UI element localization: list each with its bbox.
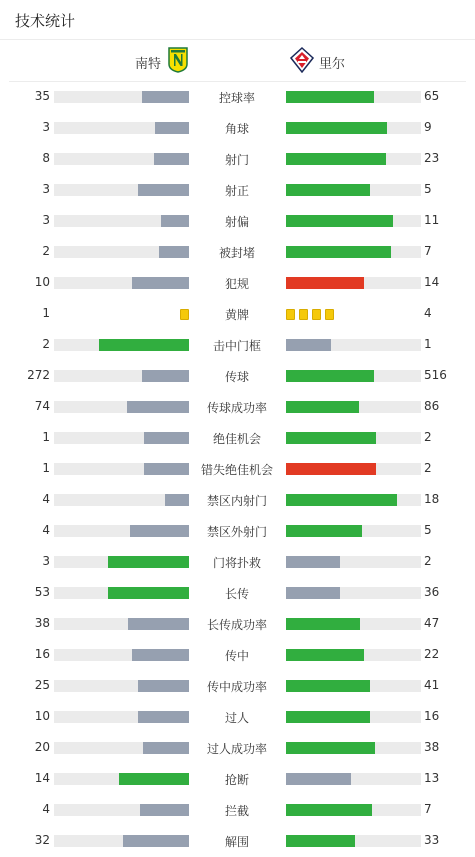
away-stat-bar-fill	[286, 277, 364, 289]
home-stat-bar-fill	[138, 680, 189, 692]
home-stat-bar-track	[54, 91, 189, 103]
away-stat-value: 41	[424, 678, 440, 692]
away-stat-bar-fill	[286, 835, 355, 847]
stat-row	[0, 454, 475, 485]
away-stat-bar-fill	[286, 587, 340, 599]
away-stat-bar-fill	[286, 153, 386, 165]
stat-row	[0, 578, 475, 609]
away-stat-bar-track	[286, 184, 421, 196]
away-stat-bar-fill	[286, 246, 391, 258]
home-stat-bar-track	[54, 246, 189, 258]
stat-label: 过人成功率	[206, 742, 267, 756]
away-stat-value: 516	[424, 368, 447, 382]
home-stat-bar-fill	[144, 463, 189, 475]
stat-row	[0, 82, 475, 113]
stat-label: 拦截	[224, 804, 249, 818]
home-stat-bar-fill	[159, 246, 189, 258]
stat-row	[0, 485, 475, 516]
home-stat-bar-track	[54, 153, 189, 165]
away-stat-value: 5	[424, 523, 432, 537]
away-stat-bar-fill	[286, 742, 375, 754]
away-stat-bar-track	[286, 618, 421, 630]
home-stat-bar-fill	[123, 835, 189, 847]
away-stat-bar-track	[286, 122, 421, 134]
home-stat-bar-track	[54, 339, 189, 351]
yellow-card-icon	[180, 309, 189, 320]
away-stat-value: 14	[424, 275, 440, 289]
home-stat-value: 10	[34, 275, 50, 289]
home-stat-value: 8	[42, 151, 50, 165]
away-stat-bar-track	[286, 432, 421, 444]
home-stat-bar-fill	[140, 804, 189, 816]
home-stat-value: 1	[42, 306, 50, 320]
away-stat-value: 1	[424, 337, 432, 351]
home-stat-value: 1	[42, 461, 50, 475]
stat-row	[0, 640, 475, 671]
stat-row	[0, 175, 475, 206]
home-stat-bar-track	[54, 370, 189, 382]
away-stat-bar-fill	[286, 91, 374, 103]
home-stat-bar-fill	[128, 618, 189, 630]
home-stat-bar-fill	[161, 215, 189, 227]
stat-label: 解围	[224, 835, 249, 849]
stat-label: 抢断	[224, 773, 249, 787]
stat-label: 传球成功率	[206, 401, 267, 415]
home-stat-value: 38	[34, 616, 50, 630]
stat-row	[0, 733, 475, 764]
home-stat-bar-track	[54, 711, 189, 723]
stat-label: 传中	[224, 649, 249, 663]
home-stat-bar-track	[54, 680, 189, 692]
home-stat-bar-track	[54, 804, 189, 816]
away-stat-bar-fill	[286, 432, 376, 444]
away-stat-bar-fill	[286, 370, 374, 382]
stat-label: 射正	[224, 184, 249, 198]
away-stat-value: 47	[424, 616, 440, 630]
home-stat-bar-track	[54, 649, 189, 661]
away-stat-value: 22	[424, 647, 440, 661]
away-stat-bar-track	[286, 835, 421, 847]
home-stat-bar-track	[54, 494, 189, 506]
away-stat-value: 9	[424, 120, 432, 134]
away-stat-value: 7	[424, 244, 432, 258]
yellow-card-icon	[312, 309, 321, 320]
stat-row	[0, 392, 475, 423]
away-stat-value: 2	[424, 430, 432, 444]
away-stat-bar-fill	[286, 215, 393, 227]
home-yellow-cards	[180, 309, 189, 320]
stat-label: 禁区外射门	[206, 525, 267, 539]
stat-row	[0, 609, 475, 640]
stat-label: 长传	[224, 587, 249, 601]
stat-row	[0, 547, 475, 578]
home-stat-bar-track	[54, 556, 189, 568]
stat-label: 射门	[224, 153, 249, 167]
away-stat-bar-track	[286, 742, 421, 754]
home-stat-bar-fill	[108, 587, 189, 599]
away-stat-value: 23	[424, 151, 440, 165]
home-stat-bar-track	[54, 525, 189, 537]
home-stat-value: 4	[42, 523, 50, 537]
away-stat-value: 11	[424, 213, 440, 227]
away-stat-bar-track	[286, 215, 421, 227]
stat-label: 击中门框	[212, 339, 261, 353]
away-stat-value: 13	[424, 771, 440, 785]
home-stat-value: 2	[42, 244, 50, 258]
away-stat-bar-track	[286, 525, 421, 537]
stat-row	[0, 795, 475, 826]
yellow-card-icon	[325, 309, 334, 320]
home-stat-value: 1	[42, 430, 50, 444]
home-stat-bar-fill	[108, 556, 189, 568]
home-stat-bar-fill	[142, 91, 189, 103]
stat-label: 被封堵	[218, 246, 255, 260]
home-stat-value: 272	[27, 368, 50, 382]
home-stat-value: 3	[42, 213, 50, 227]
home-stat-bar-track	[54, 835, 189, 847]
away-stat-bar-track	[286, 277, 421, 289]
stat-label: 黄牌	[224, 308, 249, 322]
stat-label: 传中成功率	[206, 680, 267, 694]
nantes-crest-icon[interactable]	[166, 47, 190, 73]
home-stat-value: 3	[42, 182, 50, 196]
away-stat-bar-fill	[286, 649, 364, 661]
away-stat-bar-fill	[286, 184, 370, 196]
stats-list	[0, 82, 475, 857]
away-stat-bar-track	[286, 556, 421, 568]
home-stat-value: 3	[42, 554, 50, 568]
stat-row	[0, 268, 475, 299]
away-stat-bar-track	[286, 649, 421, 661]
home-stat-bar-track	[54, 401, 189, 413]
stat-label: 长传成功率	[206, 618, 267, 632]
away-team-name[interactable]: 里尔	[319, 57, 346, 72]
stat-row	[0, 826, 475, 857]
away-stat-bar-track	[286, 587, 421, 599]
away-stat-bar-track	[286, 711, 421, 723]
away-stat-value: 33	[424, 833, 440, 847]
home-stat-value: 53	[34, 585, 50, 599]
stat-row	[0, 702, 475, 733]
away-stat-value: 2	[424, 554, 432, 568]
home-stat-bar-track	[54, 215, 189, 227]
stat-row	[0, 206, 475, 237]
home-stat-value: 20	[34, 740, 50, 754]
home-stat-value: 35	[34, 89, 50, 103]
home-stat-bar-track	[54, 773, 189, 785]
stat-label: 门将扑救	[212, 556, 261, 570]
away-stat-bar-track	[286, 153, 421, 165]
stat-row	[0, 299, 475, 330]
stat-row	[0, 113, 475, 144]
away-stat-bar-fill	[286, 711, 370, 723]
stat-label: 禁区内射门	[206, 494, 267, 508]
home-stat-bar-track	[54, 587, 189, 599]
teams-row	[9, 40, 466, 82]
stat-row	[0, 361, 475, 392]
stat-label: 传球	[224, 370, 249, 384]
stat-row	[0, 671, 475, 702]
stat-label: 角球	[224, 122, 249, 136]
stat-label: 射偏	[224, 215, 249, 229]
yellow-card-icon	[286, 309, 295, 320]
stat-row	[0, 516, 475, 547]
home-stat-value: 25	[34, 678, 50, 692]
home-stat-bar-track	[54, 618, 189, 630]
home-stat-value: 32	[34, 833, 50, 847]
home-stat-bar-fill	[138, 711, 189, 723]
away-stat-value: 4	[424, 306, 432, 320]
home-stat-bar-fill	[99, 339, 189, 351]
stat-row	[0, 330, 475, 361]
home-stat-value: 74	[34, 399, 50, 413]
home-stat-bar-fill	[154, 153, 189, 165]
home-stat-bar-track	[54, 463, 189, 475]
stat-row	[0, 764, 475, 795]
home-stat-bar-track	[54, 432, 189, 444]
home-stat-bar-fill	[130, 525, 189, 537]
stat-label: 控球率	[218, 91, 255, 105]
stat-row	[0, 144, 475, 175]
home-stat-bar-fill	[165, 494, 189, 506]
away-stat-bar-fill	[286, 463, 376, 475]
section-header	[0, 0, 475, 40]
away-stat-value: 86	[424, 399, 440, 413]
away-stat-bar-track	[286, 339, 421, 351]
away-stat-value: 18	[424, 492, 440, 506]
home-stat-bar-track	[54, 277, 189, 289]
home-team-name[interactable]: 南特	[134, 57, 161, 72]
away-stat-bar-track	[286, 463, 421, 475]
away-stat-bar-fill	[286, 401, 359, 413]
away-stat-bar-track	[286, 246, 421, 258]
home-stat-value: 2	[42, 337, 50, 351]
away-stat-bar-fill	[286, 494, 397, 506]
stat-row	[0, 423, 475, 454]
home-stat-bar-track	[54, 742, 189, 754]
away-stat-bar-fill	[286, 680, 370, 692]
home-stat-bar-fill	[132, 277, 189, 289]
away-stat-bar-track	[286, 370, 421, 382]
away-stat-value: 2	[424, 461, 432, 475]
home-stat-bar-fill	[142, 370, 189, 382]
away-stat-bar-fill	[286, 618, 360, 630]
home-stat-value: 4	[42, 802, 50, 816]
home-stat-bar-fill	[138, 184, 189, 196]
away-stat-value: 38	[424, 740, 440, 754]
home-stat-value: 3	[42, 120, 50, 134]
away-stat-bar-track	[286, 401, 421, 413]
away-stat-value: 16	[424, 709, 440, 723]
home-stat-bar-track	[54, 122, 189, 134]
home-stat-bar-fill	[127, 401, 189, 413]
yellow-card-icon	[299, 309, 308, 320]
away-stat-bar-fill	[286, 556, 340, 568]
away-stat-bar-fill	[286, 773, 351, 785]
home-stat-bar-fill	[144, 432, 189, 444]
away-stat-bar-track	[286, 773, 421, 785]
stat-label: 错失绝佳机会	[200, 463, 273, 477]
home-stat-bar-track	[54, 184, 189, 196]
away-stat-bar-track	[286, 494, 421, 506]
away-stat-bar-track	[286, 91, 421, 103]
home-stat-bar-fill	[132, 649, 189, 661]
home-stat-bar-fill	[119, 773, 189, 785]
home-stat-bar-fill	[155, 122, 189, 134]
stat-label: 绝佳机会	[212, 432, 261, 446]
away-stat-value: 65	[424, 89, 440, 103]
away-stat-bar-track	[286, 680, 421, 692]
away-stat-value: 7	[424, 802, 432, 816]
stat-label: 犯规	[224, 277, 249, 291]
section-title: 技术统计	[15, 12, 76, 30]
away-stat-value: 5	[424, 182, 432, 196]
home-stat-value: 10	[34, 709, 50, 723]
away-stat-bar-fill	[286, 804, 372, 816]
away-yellow-cards	[286, 309, 334, 320]
away-stat-bar-fill	[286, 122, 387, 134]
away-stat-bar-track	[286, 804, 421, 816]
lille-crest-icon[interactable]	[290, 47, 314, 73]
away-stat-bar-fill	[286, 339, 331, 351]
home-stat-value: 16	[34, 647, 50, 661]
home-stat-value: 14	[34, 771, 50, 785]
away-stat-value: 36	[424, 585, 440, 599]
stat-label: 过人	[224, 711, 249, 725]
home-stat-bar-fill	[143, 742, 189, 754]
stat-row	[0, 237, 475, 268]
away-stat-bar-fill	[286, 525, 362, 537]
home-stat-value: 4	[42, 492, 50, 506]
